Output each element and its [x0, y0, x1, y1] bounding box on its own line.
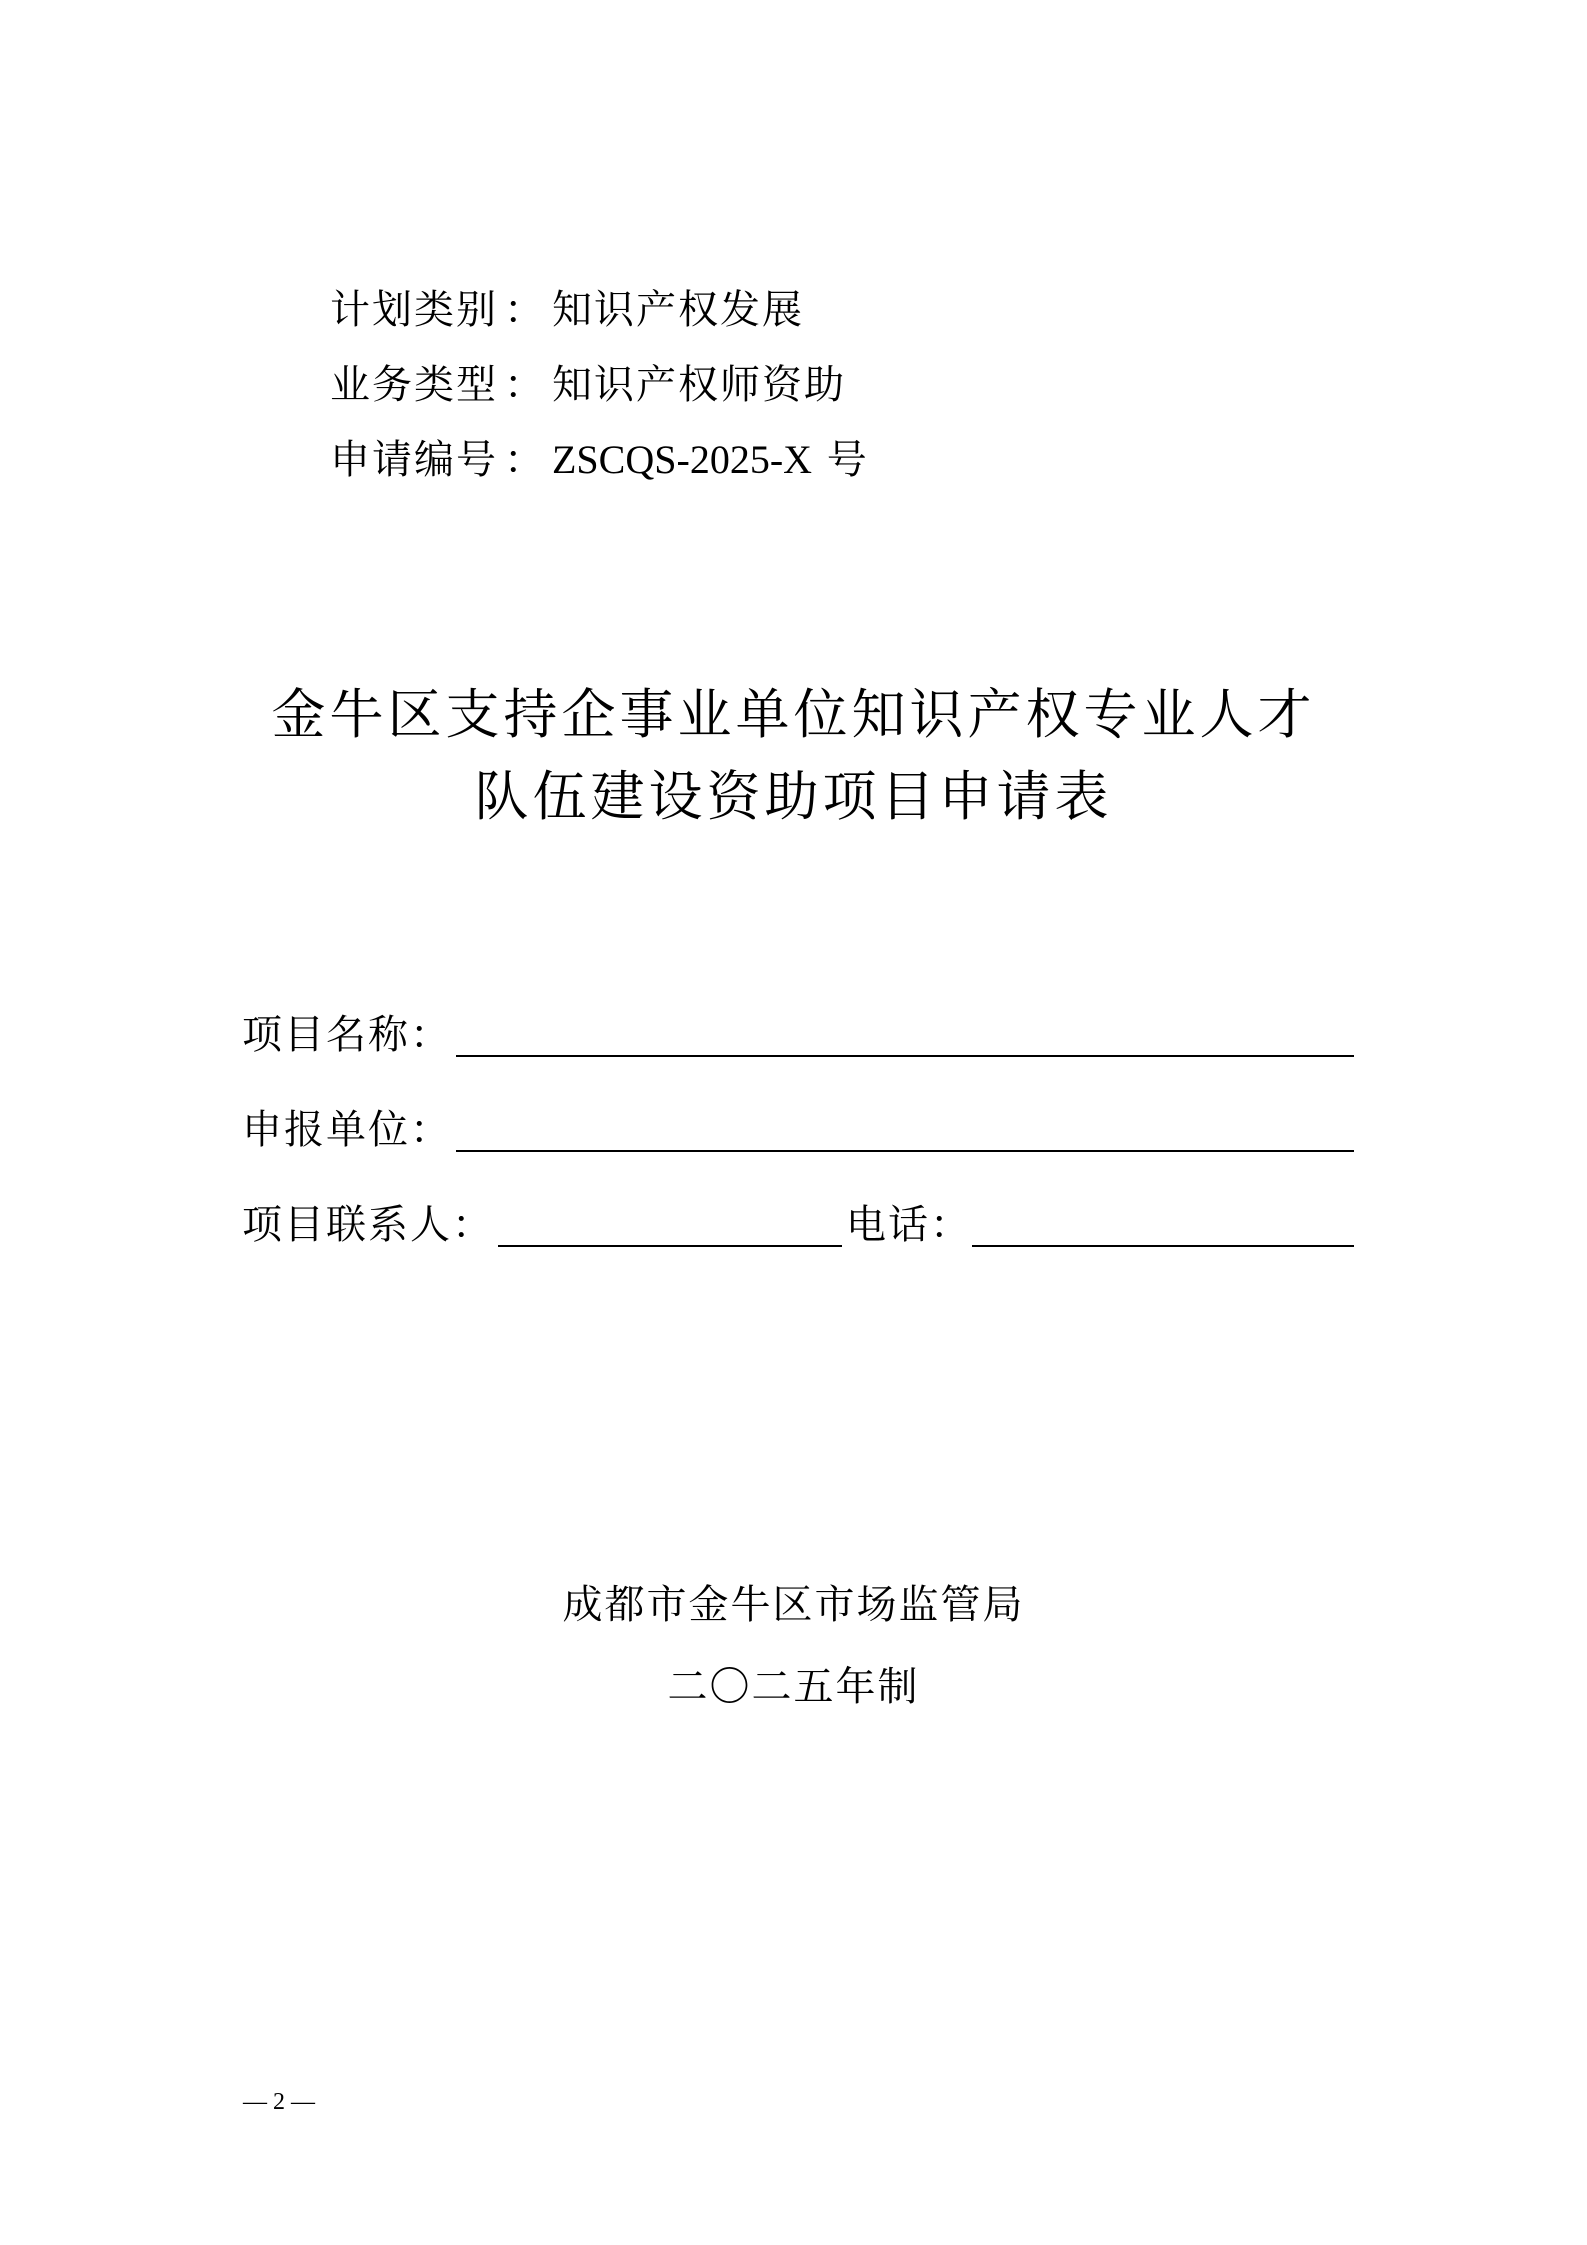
phone-input-line[interactable] — [972, 1245, 1354, 1247]
business-type-label: 业务类型 — [330, 362, 498, 408]
plan-category-row — [330, 287, 804, 333]
applicant-unit-input-line[interactable] — [456, 1150, 1354, 1152]
application-no-suffix: 号 — [826, 437, 869, 483]
business-type-row — [330, 362, 846, 408]
document-title-line1: 金牛区支持企事业单位知识产权专业人才 — [271, 683, 1316, 746]
application-no-label: 申请编号 — [330, 437, 498, 483]
contact-person-label: 项目联系人： — [242, 1202, 494, 1248]
applicant-unit-label: 申报单位： — [242, 1107, 452, 1153]
issue-year: 二〇二五年制 — [667, 1664, 920, 1710]
plan-category-value: 知识产权发展 — [552, 287, 804, 333]
page-number: — 2 — — [243, 2089, 315, 2115]
project-name-input-line[interactable] — [456, 1055, 1354, 1057]
colon: ： — [504, 287, 546, 333]
application-no-value: ZSCQS-2025-X — [552, 437, 813, 482]
business-type-value: 知识产权师资助 — [552, 362, 846, 408]
contact-person-input-line[interactable] — [498, 1245, 842, 1247]
colon: ： — [504, 437, 546, 483]
issuing-agency: 成都市金牛区市场监管局 — [562, 1582, 1025, 1628]
colon: ： — [504, 362, 546, 408]
plan-category-label: 计划类别 — [330, 287, 498, 333]
application-no-row — [330, 437, 869, 483]
project-name-label: 项目名称： — [242, 1012, 452, 1058]
phone-label: 电话： — [846, 1202, 972, 1248]
document-title-line2: 队伍建设资助项目申请表 — [474, 765, 1113, 828]
